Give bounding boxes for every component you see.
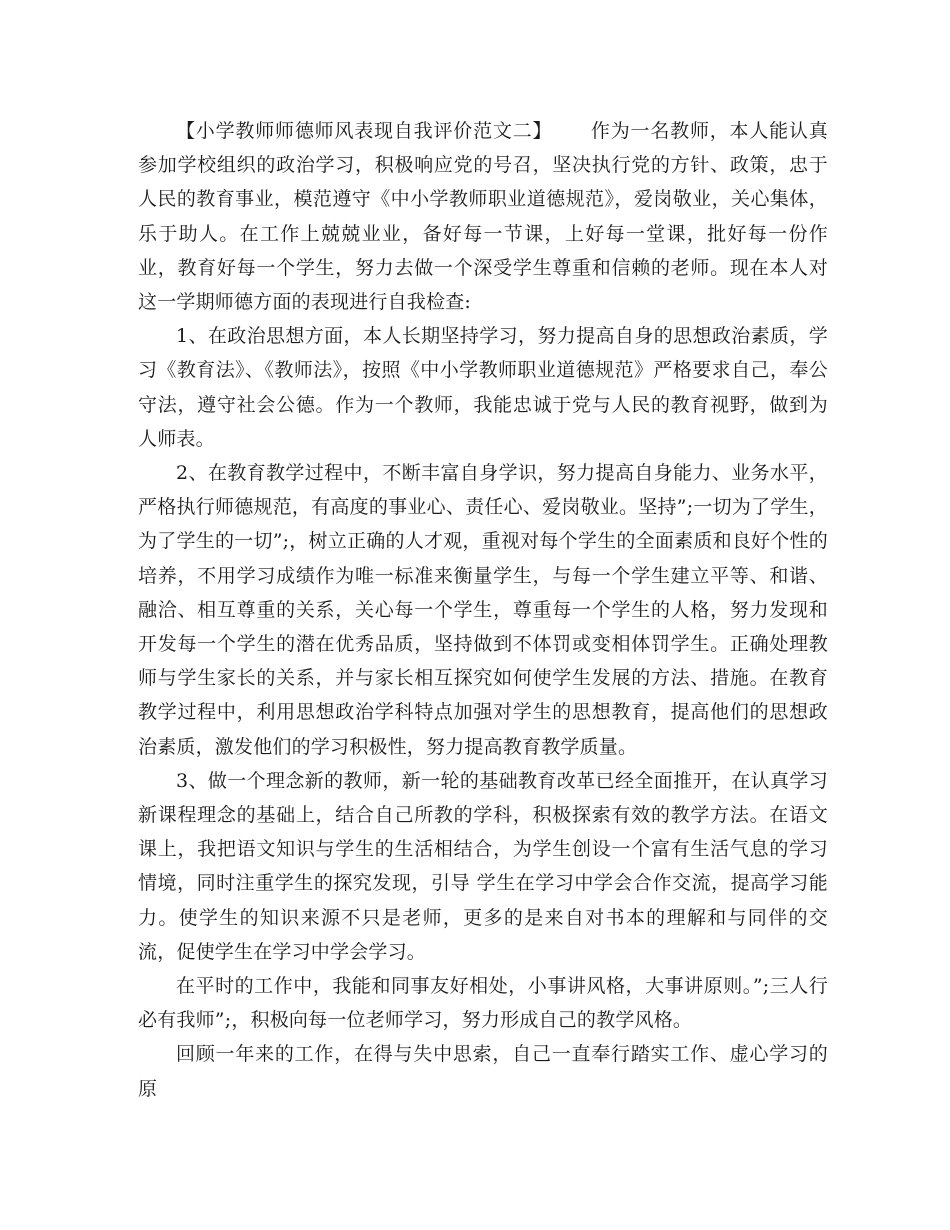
- document-heading: 【小学教师师德师风表现自我评价范文二】: [176, 120, 553, 142]
- paragraph-teaching: 2、在教育教学过程中，不断丰富自身学识，努力提高自身能力、业务水平，严格执行师德规范，有高度的事业心、责任心、爱岗敬业。坚持”;一切为了学生，为了学生的一切”;，树立正确的人才观，重视对每个学生的全面素质和良好个性的培养，不用学习成绩作为唯一标准来衡量学生，与每一个学生建立平等、和谐、融洽、相互尊重的关系，关心每一个学生，尊重每一个学生的人格，努力发现和开发每一个学生的潜在优秀品质，坚持做到不体罚或变相体罚学生。正确处理教师与学生家长的关系，并与家长相互探究如何使学生发展的方法、措施。在教育教学过程中，利用思想政治学科特点加强对学生的思想教育，提高他们的思想政治素质，激发他们的学习积极性，努力提高教育教学质量。: [138, 462, 828, 758]
- paragraph-political: 1、在政治思想方面，本人长期坚持学习，努力提高自身的思想政治素质，学习《教育法》、《教师法》，按照《中小学教师职业道德规范》严格要求自己，奉公守法，遵守社会公德。作为一个教师，我能忠诚于党与人民的教育视野，做到为人师表。: [138, 325, 828, 450]
- paragraph-review: 回顾一年来的工作，在得与失中思索，自己一直奉行踏实工作、虚心学习的原: [138, 1043, 828, 1100]
- paragraph-colleagues: 在平时的工作中，我能和同事友好相处，小事讲风格，大事讲原则。”;三人行必有我师”;，积极向每一位老师学习，努力形成自己的教学风格。: [138, 975, 828, 1032]
- document-body: [138, 114, 828, 1106]
- paragraph-text: 作为一名教师，本人能认真参加学校组织的政治学习，积极响应党的号召，坚决执行党的方针、政策，忠于人民的教育事业，模范遵守《中小学教师职业道德规范》，爱岗敬业，关心集体，乐于助人。在工作上兢兢业业，备好每一节课，上好每一堂课，批好每一份作业，教育好每一个学生，努力去做一个深受学生尊重和信赖的老师。现在本人对这一学期师德方面的表现进行自我检查:: [138, 120, 828, 314]
- intro-paragraph: [138, 114, 828, 319]
- paragraph-new-concept: 3、做一个理念新的教师，新一轮的基础教育改革已经全面推开，在认真学习新课程理念的基础上，结合自己所教的学科，积极探索有效的教学方法。在语文课上，我把语文知识与学生的生活相结合，为学生创设一个富有生活气息的学习情境，同时注重学生的探究发现，引导 学生在学习中学会合作交流，提高学习能力。使学生的知识来源不只是老师，更多的是来自对书本的理解和与同伴的交流，促使学生在学习中学会学习。: [138, 769, 828, 963]
